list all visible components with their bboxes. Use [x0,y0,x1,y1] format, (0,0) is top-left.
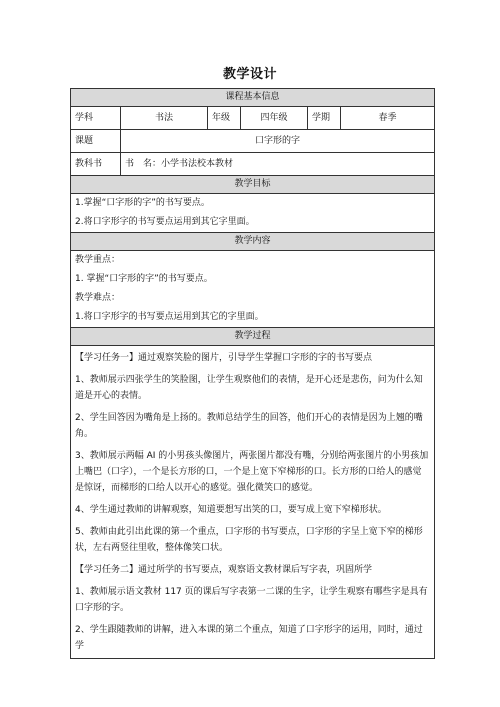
process-line: 3、教师展示两幅 AI 的小男孩头像图片，两张图片都没有嘴，分别给两张图片的小男孩加上嘴巴（口字），一个是长方形的口，一个是上宽下窄梯形的口。长方形的口给人的感觉是惊讶，而梯形的口给人以开心的感觉。强化微笑口的感觉。 [75,451,429,493]
content-header: 教学内容 [71,233,435,251]
process-line: 2、学生回答因为嘴角是上扬的。教师总结学生的回答，他们开心的表情是因为上翘的嘴角。 [75,413,423,439]
topic-row [71,130,435,153]
process-body [71,346,435,659]
difficult-point-item: 1.将口字形字的书写要点运用到其它的字里面。 [75,312,264,322]
textbook-label: 教科书 [71,153,121,176]
term-value: 春季 [341,107,435,130]
page-title: 教学设计 [222,67,277,82]
process-line: 1、教师展示四张学生的笑脸图，让学生观察他们的表情，是开心还是悲伤，问为什么知道是开心的表情。 [75,375,423,401]
subject-row [71,107,435,130]
difficult-points-label: 教学难点： [75,293,121,303]
goals-body [71,194,435,233]
content-body-row [71,251,435,328]
process-line: 4、学生通过教师的讲解观察，知道要想写出笑的口，要写成上宽下窄梯形状。 [75,505,387,515]
textbook-row [71,153,435,176]
process-header-row [71,328,435,346]
grade-label: 年级 [208,107,241,130]
content-body [71,251,435,328]
grade-value: 四年级 [241,107,308,130]
topic-label: 课题 [71,130,121,153]
basic-info-header-row [71,89,435,107]
goal-item: 2.将口字形字的书写要点运用到其它字里面。 [75,217,255,227]
process-body-row [71,346,435,659]
process-line: 【学习任务一】通过观察笑脸的图片，引导学生掌握口字形的字的书写要点 [75,353,373,363]
process-line: 1、教师展示语文教材 117 页的课后写字表第一二课的生字，让学生观察有哪些字是具有口字形的字。 [75,587,428,613]
key-points-label: 教学重点： [75,255,121,265]
subject-value: 书法 [121,107,208,130]
term-label: 学期 [308,107,341,130]
textbook-value: 书 名：小学书法校本教材 [121,153,435,176]
content-header-row [71,233,435,251]
process-header: 教学过程 [71,328,435,346]
basic-info-header: 课程基本信息 [71,89,435,107]
goals-header-row [71,176,435,194]
process-line: 5、教师由此引出此课的第一个重点，口字形的书写要点，口字形的字呈上宽下窄的梯形状，左右两竖往里收，整体像笑口状。 [75,527,423,553]
goals-header: 教学目标 [71,176,435,194]
goals-body-row [71,194,435,233]
lesson-plan-table [70,88,435,659]
process-line: 【学习任务二】通过所学的书写要点，观察语文教材课后写字表，巩固所学 [75,565,373,575]
topic-value: 口字形的字 [121,130,435,153]
key-point-item: 1. 掌握“口字形的字”的书写要点。 [75,274,213,284]
process-line: 2、学生跟随教师的讲解，进入本课的第二个重点，知道了口字形字的运用，同时，通过学 [75,625,423,651]
goal-item: 1.掌握“口字形的字”的书写要点。 [75,198,210,208]
subject-label: 学科 [71,107,121,130]
